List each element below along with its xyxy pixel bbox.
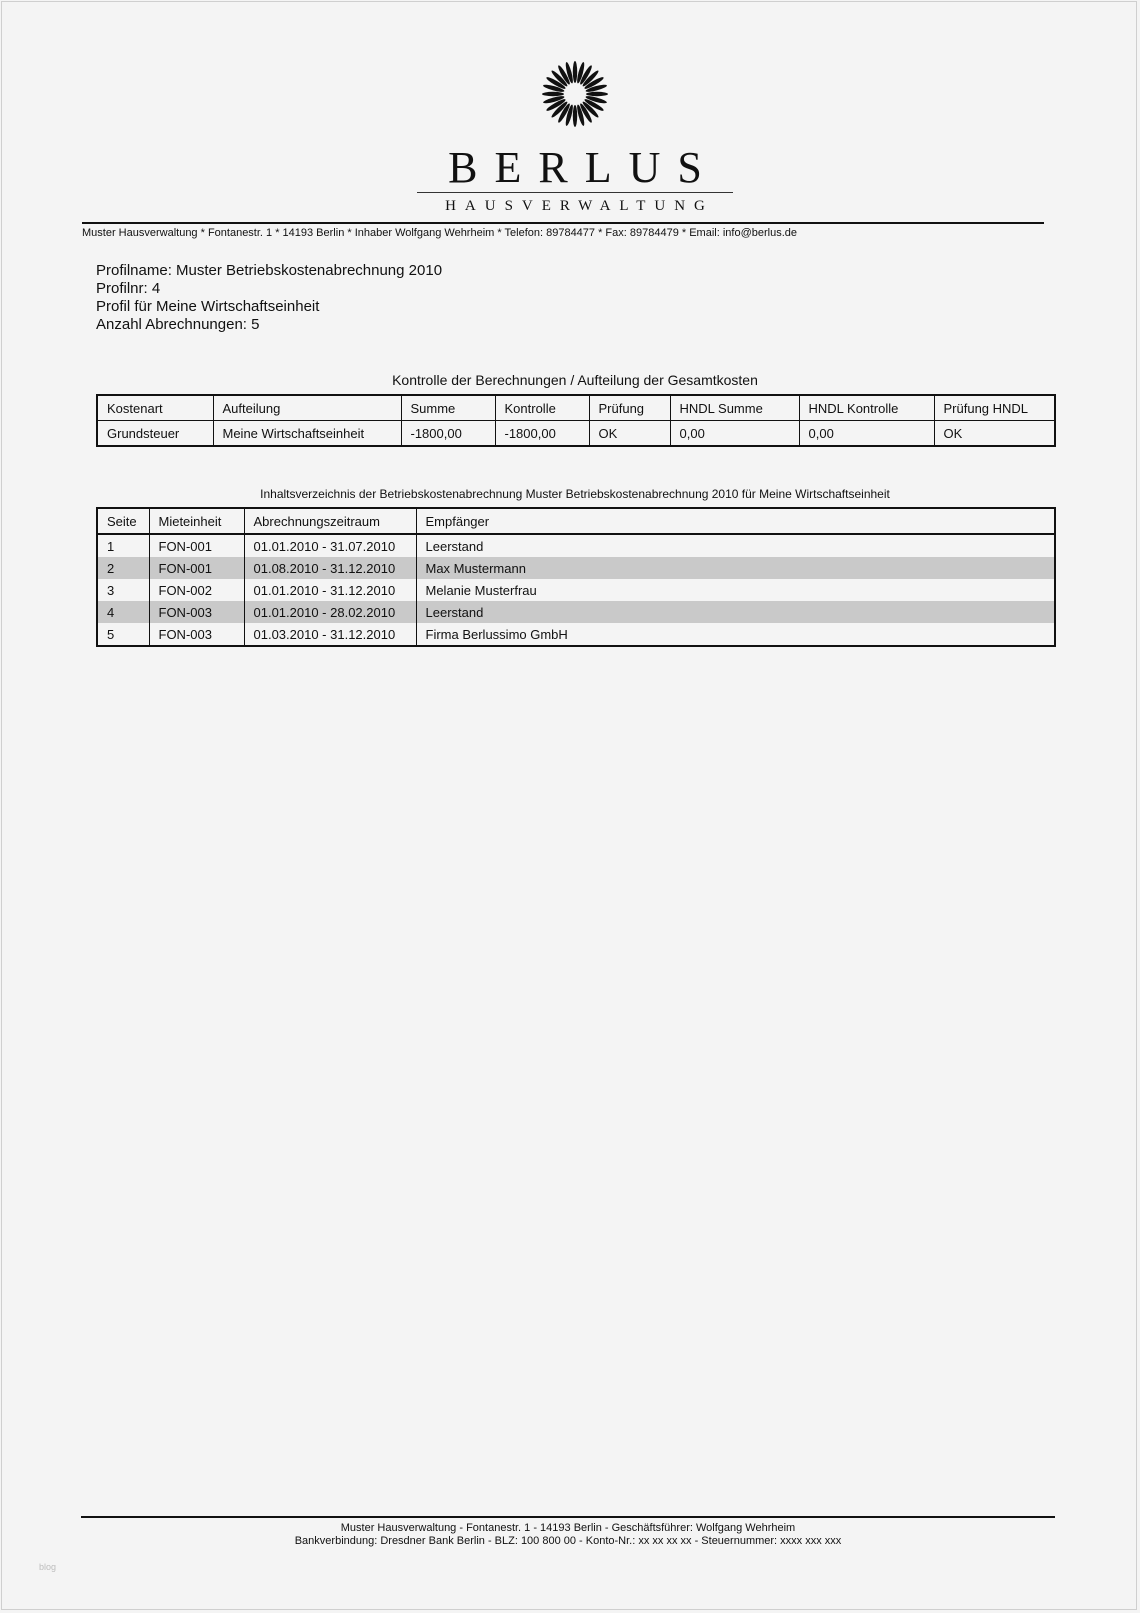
page-border xyxy=(1,1,1137,1610)
column-header: Prüfung HNDL xyxy=(934,395,1055,421)
header-address: Muster Hausverwaltung * Fontanestr. 1 * 14193 Berlin * Inhaber Wolfgang Wehrheim * Telefon: 89784477 * Fax: 89784479 * Email: info@berlus.de xyxy=(82,227,797,239)
brand-name: BERLUS xyxy=(448,143,719,192)
column-header: Mieteinheit xyxy=(149,508,244,534)
table-cell: 01.03.2010 - 31.12.2010 xyxy=(244,623,416,646)
table-cell: Meine Wirtschaftseinheit xyxy=(213,421,401,447)
column-header: HNDL Kontrolle xyxy=(799,395,934,421)
table-row xyxy=(97,601,1055,623)
table-cell: OK xyxy=(589,421,670,447)
table-cell: Max Mustermann xyxy=(416,557,1055,579)
column-header: Empfänger xyxy=(416,508,1055,534)
table-cell: Leerstand xyxy=(416,601,1055,623)
profile-name: Profilname: Muster Betriebskostenabrechnung 2010 xyxy=(96,262,443,279)
table-cell: 0,00 xyxy=(670,421,799,447)
column-header: Seite xyxy=(97,508,149,534)
control-table-header-row xyxy=(97,395,1055,421)
table-row xyxy=(97,534,1055,557)
table-cell: 01.01.2010 - 31.07.2010 xyxy=(244,534,416,557)
table-row xyxy=(97,579,1055,601)
table-cell: 2 xyxy=(97,557,149,579)
column-header: HNDL Summe xyxy=(670,395,799,421)
table-row xyxy=(97,623,1055,646)
table-cell: 01.01.2010 - 31.12.2010 xyxy=(244,579,416,601)
contents-table xyxy=(96,507,1056,647)
control-table xyxy=(96,394,1056,447)
profile-number: Profilnr: 4 xyxy=(96,280,161,297)
brand-subtitle: HAUSVERWALTUNG xyxy=(445,198,714,214)
footer xyxy=(81,1522,1055,1548)
table-cell: 01.01.2010 - 28.02.2010 xyxy=(244,601,416,623)
table-cell: -1800,00 xyxy=(401,421,495,447)
table-cell: 01.08.2010 - 31.12.2010 xyxy=(244,557,416,579)
footer-company-line: Muster Hausverwaltung - Fontanestr. 1 - 14193 Berlin - Geschäftsführer: Wolfgang Wehrheim xyxy=(340,1522,796,1534)
contents-table-title: Inhaltsverzeichnis der Betriebskostenabrechnung Muster Betriebskostenabrechnung 2010 für Meine Wirtschaftseinheit xyxy=(260,487,890,501)
footer-divider xyxy=(81,1516,1055,1518)
sunburst-logo-icon xyxy=(539,58,611,130)
table-cell: FON-003 xyxy=(149,623,244,646)
table-cell: FON-001 xyxy=(149,534,244,557)
table-cell: 3 xyxy=(97,579,149,601)
table-cell: 5 xyxy=(97,623,149,646)
footer-bank-line: Bankverbindung: Dresdner Bank Berlin - BLZ: 100 800 00 - Konto-Nr.: xx xx xx xx - Steuernummer: xxxx xxx xxx xyxy=(294,1535,842,1547)
column-header: Kontrolle xyxy=(495,395,589,421)
table-row xyxy=(97,557,1055,579)
control-table-title: Kontrolle der Berechnungen / Aufteilung der Gesamtkosten xyxy=(392,372,758,388)
brand-divider xyxy=(417,192,733,193)
table-cell: 4 xyxy=(97,601,149,623)
column-header: Aufteilung xyxy=(213,395,401,421)
table-cell: FON-001 xyxy=(149,557,244,579)
contents-table-header-row xyxy=(97,508,1055,534)
table-cell: Firma Berlussimo GmbH xyxy=(416,623,1055,646)
column-header: Prüfung xyxy=(589,395,670,421)
column-header: Kostenart xyxy=(97,395,213,421)
table-cell: FON-002 xyxy=(149,579,244,601)
watermark: blog xyxy=(39,1562,57,1572)
table-cell: Grundsteuer xyxy=(97,421,213,447)
table-cell: Leerstand xyxy=(416,534,1055,557)
table-cell: 1 xyxy=(97,534,149,557)
table-cell: FON-003 xyxy=(149,601,244,623)
profile-info xyxy=(96,262,442,334)
table-row xyxy=(97,421,1055,447)
column-header: Abrechnungszeitraum xyxy=(244,508,416,534)
table-cell: OK xyxy=(934,421,1055,447)
column-header: Summe xyxy=(401,395,495,421)
table-cell: Melanie Musterfrau xyxy=(416,579,1055,601)
table-cell: 0,00 xyxy=(799,421,934,447)
profile-unit: Profil für Meine Wirtschaftseinheit xyxy=(96,298,320,315)
header-divider xyxy=(82,222,1044,224)
profile-count: Anzahl Abrechnungen: 5 xyxy=(96,316,260,333)
table-cell: -1800,00 xyxy=(495,421,589,447)
